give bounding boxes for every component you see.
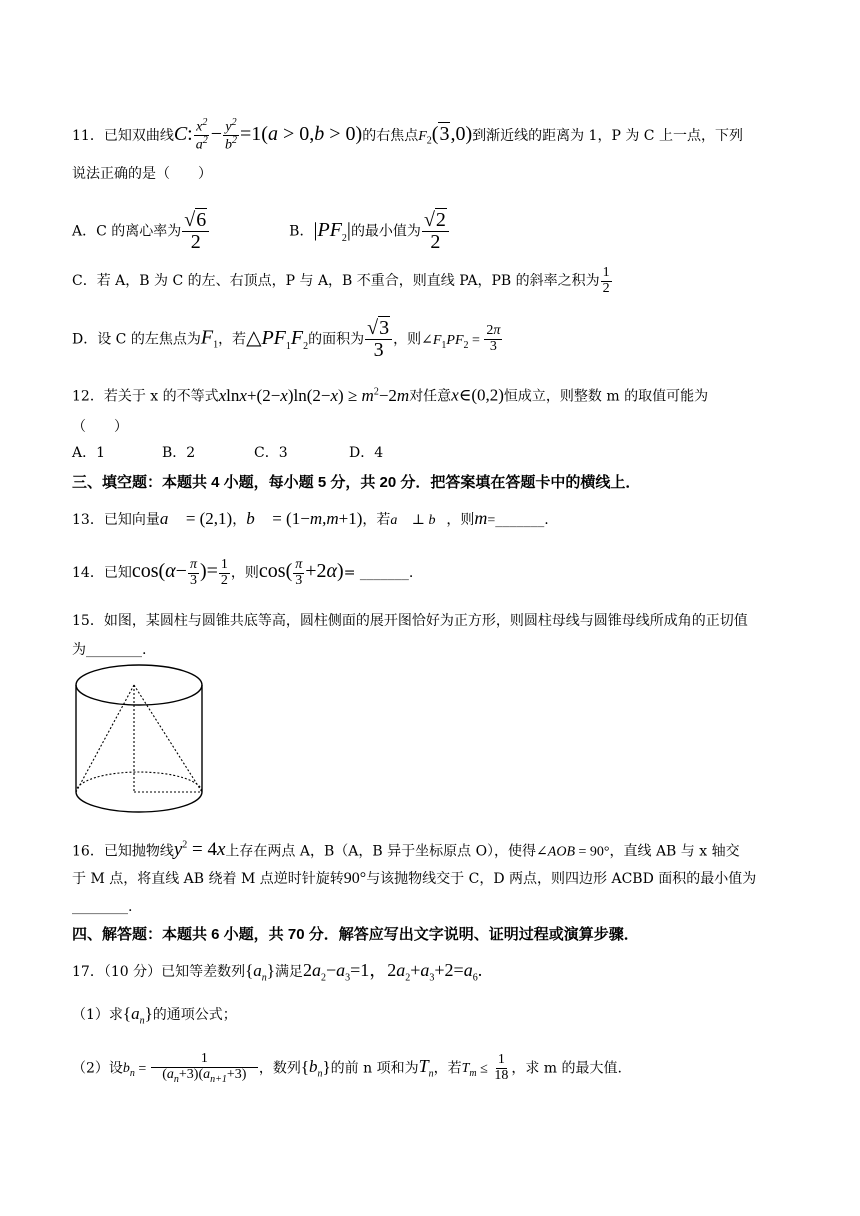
- q12-options: [72, 443, 800, 463]
- fraction: $\frac{x^2}{a^2}$: [195, 117, 208, 153]
- fraction: $\frac{√2}{2}$: [422, 210, 449, 253]
- q17-line1: 17．（10 分）已知等差数列$\{a_n\}$满足$2a_2-a_3=1$，$2a_2+a_3+2=a_6$.: [72, 960, 483, 984]
- q11-options-ab: A．C 的离心率为 $\frac{√6}{2}$ B．$|PF_2|$的最小值为 $\frac{√2}{2}$: [72, 210, 800, 253]
- fraction: $\frac{\pi}{3}$: [189, 557, 197, 588]
- q11-option-d: D．设 C 的左焦点为$F_1$，若$\triangle PF_1F_2$的面积为 $\frac{√3}{3}$ ，则$\angle F_1PF_2$ = $\frac{2\pi}{3}$: [72, 317, 501, 361]
- fraction: $\frac{1}{(a_n+3)(a_{n+1}+3)}$: [151, 1052, 258, 1085]
- q12-option-a: A．1: [72, 445, 106, 461]
- fraction: $\frac{1}{2}$: [602, 265, 610, 296]
- section-3-heading: 三、填空题：本题共 4 小题，每小题 5 分，共 20 分．把答案填在答题卡中的横线上．: [72, 474, 641, 491]
- fraction: $\frac{√6}{2}$: [182, 210, 209, 253]
- q12-line1: 12．若关于 x 的不等式$xlnx+(2-x)\ln(2-x) \ge m^2-2m$对任意x∈(0,2)恒成立，则整数 m 的取值可能为: [72, 385, 709, 405]
- q16-line3: ________.: [72, 899, 133, 915]
- q17-part1: （1）求$\{a_n\}$的通项公式；: [72, 1004, 237, 1027]
- q16-line2: 于 M 点，将直线 AB 绕着 M 点逆时针旋转90°与该抛物线交于 C，D 两点，则四边形 ACBD 面积的最小值为: [72, 870, 757, 887]
- q11-line1: 11．已知双曲线C: $\frac{x^2}{a^2}$ − $\frac{y^2}{b^2}$ =1(a > 0,b > 0)的右焦点$F_2(3,0)$到渐近线的距离为 1，P 为 C 上一点，下列: [72, 117, 743, 153]
- cylinder-cone-figure: [72, 660, 212, 818]
- q12-option-b: B．2: [162, 445, 196, 461]
- q11-option-c: C．若 A，B 为 C 的左、右顶点，P 与 A，B 不重合，则直线 PA，PB 的斜率之积为 $\frac{1}{2}$: [72, 265, 610, 296]
- fraction: $\frac{\pi}{3}$: [295, 557, 303, 588]
- fraction: $\frac{2\pi}{3}$: [486, 323, 501, 354]
- q12-option-c: C．3: [254, 445, 288, 461]
- q13-line: 13．已知向量a⃗ = (2,1)，b⃗ = (1−m,m+1)，若a⃗ ⊥ b⃗，则m=_______.: [72, 508, 549, 528]
- math-hyperbola: C: [173, 122, 188, 145]
- q16-line1: 16．已知抛物线$y^2 = 4x$上存在两点 A，B（A，B 异于坐标原点 O），使得∠AOB = 90°，直线 AB 与 x 轴交: [72, 839, 740, 861]
- q12-option-d: D．4: [349, 445, 384, 461]
- fraction: $\frac{y^2}{b^2}$: [225, 117, 238, 153]
- q15-line2: 为________.: [72, 642, 147, 658]
- q12-bracket: （ ）: [72, 419, 128, 435]
- q15-line1: 15．如图，某圆柱与圆锥共底等高，圆柱侧面的展开图恰好为正方形，则圆柱母线与圆锥母线所成角的正切值: [72, 613, 748, 629]
- q11-line2: 说法正确的是（ ）: [72, 166, 212, 182]
- fraction: $\frac{√3}{3}$: [365, 318, 392, 361]
- q14-line: 14．已知cos(α− $\frac{\pi}{3}$ )= $\frac{1}{2}$ ，则cos( $\frac{\pi}{3}$ +2α)= _______.: [72, 557, 414, 588]
- fraction: $\frac{1}{2}$: [220, 557, 228, 588]
- fraction: $\frac{1}{18}$: [494, 1052, 509, 1083]
- section-4-heading: 四、解答题：本题共 6 小题，共 70 分．解答应写出文字说明、证明过程或演算步骤．: [72, 926, 639, 943]
- q17-part2: （2）设$b_n$ = $\frac{1}{(a_n+3)(a_{n+1}+3)}$ ，数列$\{b_n\}$的前 n 项和为$T_n$，若$T_m$ ≤ $\frac{1}{18}$ ，求 m 的最大值.: [72, 1051, 622, 1085]
